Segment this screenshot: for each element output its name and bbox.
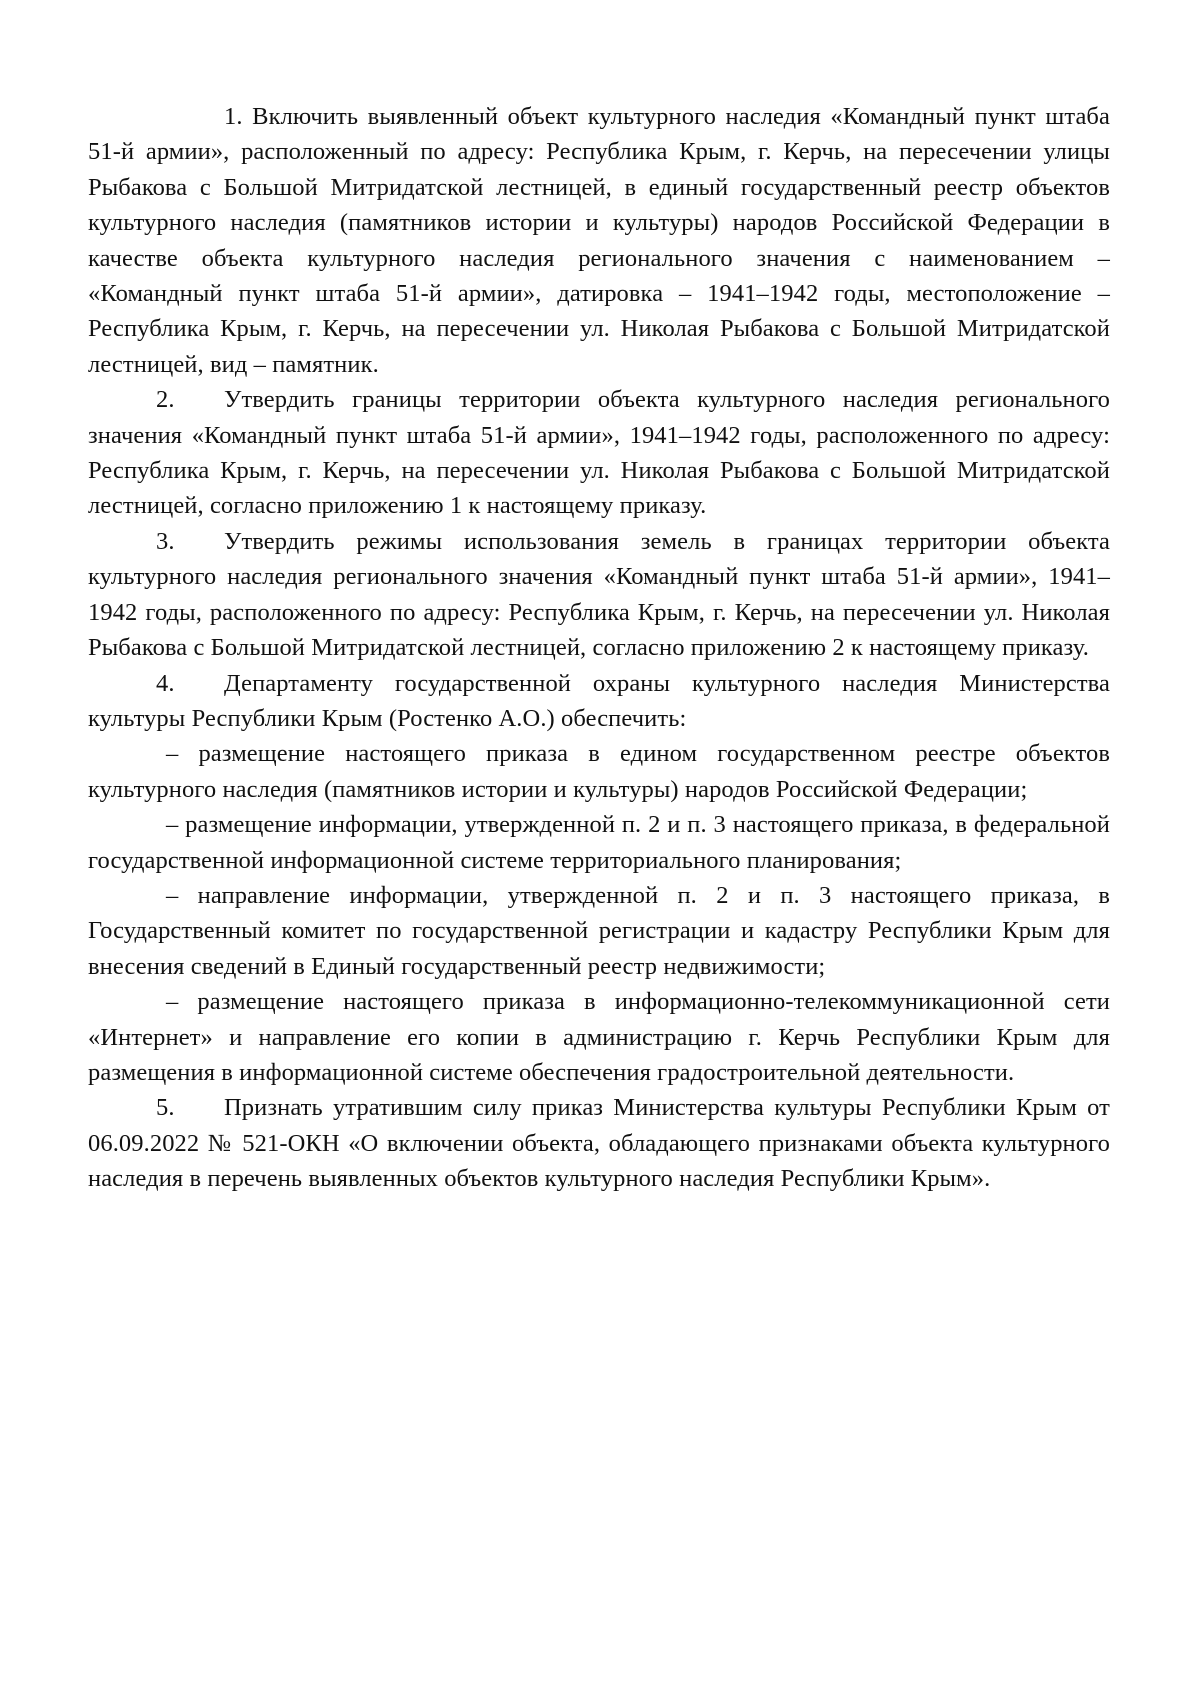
paragraph-number: 5. bbox=[156, 1094, 175, 1122]
paragraph-1 bbox=[88, 99, 1110, 382]
paragraph-text: Утвердить границы территории объекта культурного наследия регионального значения «Командный пункт штаба 51-й армии», 1941–1942 годы, расположенного по адресу: Республика Крым, г. Керчь, на пересечении ул. Николая Рыбакова с Большой Митридатской лестницей, согласно приложению 1 к настоящему приказу. bbox=[88, 386, 1110, 520]
paragraph-2 bbox=[88, 382, 1110, 524]
paragraph-text: Утвердить режимы использования земель в границах территории объекта культурного наследия регионального значения «Командный пункт штаба 51-й армии», 1941–1942 годы, расположенного по адресу: Республика Крым, г. Керчь, на пересечении ул. Николая Рыбакова с Большой Митридатской лестницей, согласно приложению 2 к настоящему приказу. bbox=[88, 527, 1110, 662]
subitem-3: – направление информации, утвержденной п. 2 и п. 3 настоящего приказа, в Государственный комитет по государственной регистрации и кадастру Республики Крым для внесения сведений в Единый государственный реестр недвижимости; bbox=[88, 881, 1110, 980]
paragraph-text: Включить выявленный объект культурного наследия «Командный пункт штаба 51-й армии», расположенный по адресу: Республика Крым, г. Керчь, на пересечении улицы Рыбакова с Большой Митридатской лестницей, в единый государственный реестр объектов культурного наследия (памятников истории и культуры) народов Российской Федерации в качестве объекта культурного наследия регионального значения с наименованием – «Командный пункт штаба 51-й армии», датировка – 1941–1942 годы, местоположение – Республика Крым, г. Керчь, на пересечении ул. Николая Рыбакова с Большой Митридатской лестницей, вид – памятник. bbox=[88, 103, 1110, 378]
paragraph-5 bbox=[88, 1090, 1110, 1196]
subitem-1: – размещение настоящего приказа в едином государственном реестре объектов культурного наследия (памятников истории и культуры) народов Российской Федерации; bbox=[88, 740, 1110, 803]
paragraph-number: 3. bbox=[156, 527, 175, 555]
subitem-4: – размещение настоящего приказа в информационно-телекоммуникационной сети «Интернет» и направление его копии в администрацию г. Керчь Республики Крым для размещения в информационной системе обеспечения градостроительной деятельности. bbox=[88, 988, 1110, 1086]
subitem-2: – размещение информации, утвержденной п. 2 и п. 3 настоящего приказа, в федеральной государственной информационной системе территориального планирования; bbox=[88, 811, 1110, 874]
paragraph-number: 4. bbox=[156, 669, 175, 697]
paragraph-4 bbox=[88, 666, 1110, 737]
paragraph-3 bbox=[88, 524, 1110, 666]
paragraph-number: 1. bbox=[224, 103, 243, 130]
paragraph-text: Департаменту государственной охраны культурного наследия Министерства культуры Республики Крым (Ростенко А.О.) обеспечить: bbox=[88, 669, 1110, 732]
paragraph-text: Признать утратившим силу приказ Министерства культуры Республики Крым от 06.09.2022 № 521-ОКН «О включении объекта, обладающего признаками объекта культурного наследия в перечень выявленных объектов культурного наследия Республики Крым». bbox=[88, 1094, 1110, 1193]
document-page bbox=[88, 99, 1110, 1197]
paragraph-number: 2. bbox=[156, 386, 175, 414]
